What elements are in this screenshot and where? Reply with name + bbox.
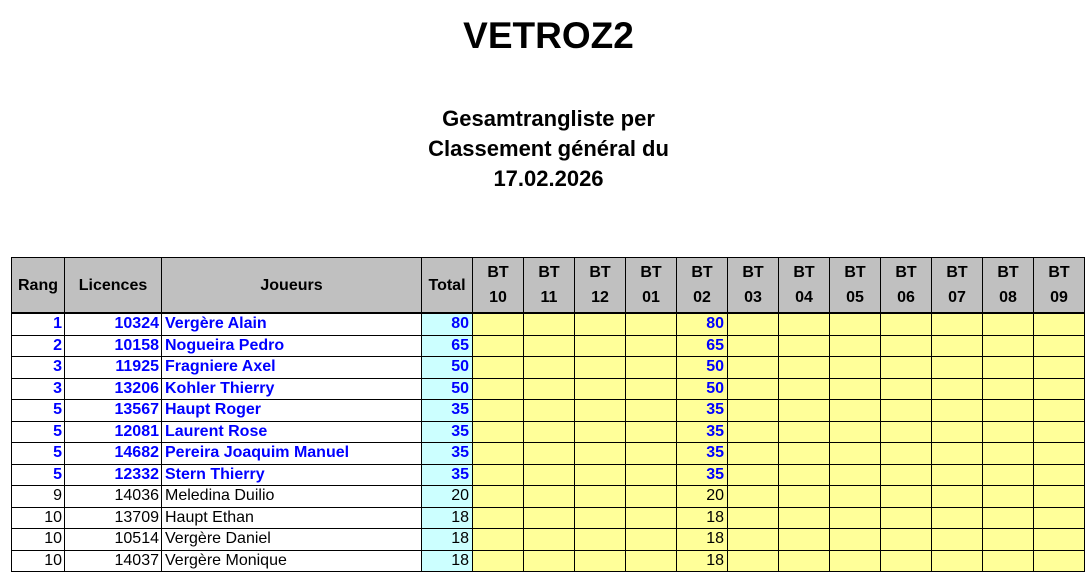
header-bt-number: 04 [795,289,813,306]
bt-score-cell [1034,550,1085,572]
header-bt-prefix: BT [844,264,866,281]
bt-score-cell [728,529,779,551]
total-cell: 18 [422,550,473,572]
table-row [12,464,1085,486]
header-bt-03 [728,258,779,314]
rang-cell: 2 [12,335,65,357]
bt-score-cell [779,550,830,572]
rang-cell: 5 [12,464,65,486]
bt-score-cell [473,529,524,551]
bt-score-cell [575,529,626,551]
bt-score-cell [473,313,524,335]
bt-score-cell: 80 [677,313,728,335]
total-cell: 20 [422,486,473,508]
bt-score-cell [830,357,881,379]
rang-cell: 10 [12,550,65,572]
bt-score-cell [728,313,779,335]
bt-score-cell [524,486,575,508]
total-cell: 35 [422,464,473,486]
bt-score-cell [881,357,932,379]
total-cell: 80 [422,313,473,335]
bt-score-cell [983,335,1034,357]
header-bt-02 [677,258,728,314]
licence-cell: 13709 [65,507,162,529]
bt-score-cell [1034,507,1085,529]
header-bt-prefix: BT [946,264,968,281]
header-bt-05 [830,258,881,314]
bt-score-cell [932,464,983,486]
bt-score-cell [881,335,932,357]
bt-score-cell [881,378,932,400]
player-name-cell: Pereira Joaquim Manuel [162,443,422,465]
licence-cell: 13206 [65,378,162,400]
licence-cell: 10158 [65,335,162,357]
bt-score-cell [626,443,677,465]
table-row [12,357,1085,379]
table-row [12,486,1085,508]
rang-cell: 10 [12,507,65,529]
bt-score-cell [473,421,524,443]
ranking-table [11,257,1085,572]
bt-score-cell [524,464,575,486]
bt-score-cell [524,529,575,551]
bt-score-cell [728,335,779,357]
bt-score-cell [728,486,779,508]
bt-score-cell [473,486,524,508]
bt-score-cell [473,464,524,486]
bt-score-cell [473,357,524,379]
header-bt-08 [983,258,1034,314]
bt-score-cell [575,443,626,465]
licence-cell: 12081 [65,421,162,443]
header-bt-prefix: BT [997,264,1019,281]
rang-cell: 5 [12,400,65,422]
bt-score-cell: 35 [677,443,728,465]
bt-score-cell [830,486,881,508]
rang-cell: 3 [12,378,65,400]
bt-score-cell [575,550,626,572]
bt-score-cell [1034,335,1085,357]
bt-score-cell [575,507,626,529]
bt-score-cell [473,400,524,422]
bt-score-cell [1034,464,1085,486]
bt-score-cell [881,550,932,572]
player-name-cell: Fragniere Axel [162,357,422,379]
bt-score-cell [779,507,830,529]
licence-cell: 12332 [65,464,162,486]
bt-score-cell [728,443,779,465]
bt-score-cell [473,378,524,400]
bt-score-cell [575,464,626,486]
bt-score-cell [881,486,932,508]
bt-score-cell [626,357,677,379]
bt-score-cell: 35 [677,400,728,422]
header-bt-number: 09 [1050,289,1068,306]
bt-score-cell [932,443,983,465]
subtitle-line-1: Gesamtrangliste per [442,106,655,131]
table-header-row [12,258,1085,314]
rang-cell: 5 [12,443,65,465]
bt-score-cell [1034,486,1085,508]
bt-score-cell [728,550,779,572]
header-bt-prefix: BT [640,264,662,281]
player-name-cell: Vergère Alain [162,313,422,335]
header-bt-04 [779,258,830,314]
bt-score-cell [524,443,575,465]
player-name-cell: Kohler Thierry [162,378,422,400]
bt-score-cell [524,421,575,443]
bt-score-cell [626,550,677,572]
bt-score-cell [983,421,1034,443]
header-bt-number: 06 [897,289,915,306]
player-name-cell: Laurent Rose [162,421,422,443]
table-row [12,529,1085,551]
report-subtitle [0,104,1092,194]
bt-score-cell [728,400,779,422]
licence-cell: 14036 [65,486,162,508]
bt-score-cell [524,313,575,335]
bt-score-cell [932,335,983,357]
header-bt-06 [881,258,932,314]
bt-score-cell [779,529,830,551]
player-name-cell: Stern Thierry [162,464,422,486]
header-bt-01 [626,258,677,314]
header-bt-number: 05 [846,289,864,306]
total-cell: 50 [422,357,473,379]
header-bt-number: 08 [999,289,1017,306]
bt-score-cell [983,313,1034,335]
total-cell: 18 [422,507,473,529]
player-name-cell: Haupt Roger [162,400,422,422]
bt-score-cell [626,378,677,400]
bt-score-cell: 50 [677,378,728,400]
total-cell: 35 [422,421,473,443]
bt-score-cell [1034,400,1085,422]
table-row [12,421,1085,443]
bt-score-cell [473,550,524,572]
rang-cell: 9 [12,486,65,508]
header-bt-number: 12 [591,289,609,306]
bt-score-cell [881,400,932,422]
bt-score-cell [728,357,779,379]
player-name-cell: Nogueira Pedro [162,335,422,357]
header-bt-10 [473,258,524,314]
bt-score-cell [779,443,830,465]
bt-score-cell [983,400,1034,422]
header-licences: Licences [65,258,162,314]
bt-score-cell [830,421,881,443]
header-bt-prefix: BT [895,264,917,281]
bt-score-cell [830,335,881,357]
subtitle-date: 17.02.2026 [493,166,604,191]
header-bt-prefix: BT [691,264,713,281]
bt-score-cell [473,507,524,529]
bt-score-cell [524,400,575,422]
bt-score-cell [575,313,626,335]
bt-score-cell [575,378,626,400]
bt-score-cell [881,529,932,551]
bt-score-cell [983,507,1034,529]
bt-score-cell [932,421,983,443]
total-cell: 35 [422,443,473,465]
total-cell: 65 [422,335,473,357]
header-bt-prefix: BT [589,264,611,281]
bt-score-cell [932,550,983,572]
licence-cell: 10514 [65,529,162,551]
total-cell: 18 [422,529,473,551]
header-bt-prefix: BT [742,264,764,281]
bt-score-cell [881,507,932,529]
table-body [12,313,1085,572]
bt-score-cell [626,486,677,508]
bt-score-cell [779,357,830,379]
total-cell: 50 [422,378,473,400]
bt-score-cell [983,529,1034,551]
bt-score-cell [932,313,983,335]
bt-score-cell [830,443,881,465]
licence-cell: 14037 [65,550,162,572]
licence-cell: 11925 [65,357,162,379]
header-bt-number: 03 [744,289,762,306]
bt-score-cell [1034,529,1085,551]
table-row [12,335,1085,357]
bt-score-cell [626,507,677,529]
bt-score-cell: 50 [677,357,728,379]
bt-score-cell [881,464,932,486]
bt-score-cell: 35 [677,464,728,486]
page-title: VETROZ2 [463,15,634,56]
licence-cell: 10324 [65,313,162,335]
bt-score-cell [575,400,626,422]
bt-score-cell [983,357,1034,379]
header-bt-number: 01 [642,289,660,306]
bt-score-cell [1034,378,1085,400]
bt-score-cell [779,335,830,357]
bt-score-cell: 18 [677,529,728,551]
bt-score-cell [983,486,1034,508]
header-bt-11 [524,258,575,314]
bt-score-cell [983,464,1034,486]
bt-score-cell [626,400,677,422]
bt-score-cell [626,529,677,551]
header-bt-prefix: BT [793,264,815,281]
player-name-cell: Haupt Ethan [162,507,422,529]
bt-score-cell [626,313,677,335]
header-rang: Rang [12,258,65,314]
header-bt-number: 10 [489,289,507,306]
player-name-cell: Vergère Daniel [162,529,422,551]
header-bt-prefix: BT [487,264,509,281]
bt-score-cell [932,378,983,400]
table-row [12,313,1085,335]
bt-score-cell [779,378,830,400]
table-row [12,443,1085,465]
bt-score-cell: 18 [677,507,728,529]
header-bt-12 [575,258,626,314]
bt-score-cell: 18 [677,550,728,572]
rang-cell: 10 [12,529,65,551]
bt-score-cell [1034,421,1085,443]
bt-score-cell [524,378,575,400]
header-total: Total [422,258,473,314]
header-joueurs: Joueurs [162,258,422,314]
bt-score-cell [830,464,881,486]
bt-score-cell [932,357,983,379]
bt-score-cell [626,464,677,486]
bt-score-cell [626,421,677,443]
bt-score-cell [983,443,1034,465]
total-cell: 35 [422,400,473,422]
bt-score-cell [779,464,830,486]
header-bt-prefix: BT [1048,264,1070,281]
subtitle-line-2: Classement général du [428,136,669,161]
bt-score-cell [830,529,881,551]
bt-score-cell [830,313,881,335]
player-name-cell: Vergère Monique [162,550,422,572]
player-name-cell: Meledina Duilio [162,486,422,508]
table-row [12,400,1085,422]
bt-score-cell [575,335,626,357]
bt-score-cell [932,507,983,529]
bt-score-cell [1034,443,1085,465]
bt-score-cell [779,421,830,443]
bt-score-cell [524,550,575,572]
bt-score-cell [473,443,524,465]
bt-score-cell [779,313,830,335]
table-row [12,550,1085,572]
bt-score-cell [983,550,1034,572]
bt-score-cell [830,550,881,572]
header-bt-09 [1034,258,1085,314]
bt-score-cell [830,507,881,529]
bt-score-cell [728,507,779,529]
bt-score-cell [728,378,779,400]
licence-cell: 13567 [65,400,162,422]
bt-score-cell [830,378,881,400]
bt-score-cell [575,486,626,508]
header-bt-number: 11 [540,289,558,306]
bt-score-cell [575,357,626,379]
rang-cell: 5 [12,421,65,443]
rang-cell: 3 [12,357,65,379]
bt-score-cell [1034,313,1085,335]
bt-score-cell [983,378,1034,400]
bt-score-cell: 35 [677,421,728,443]
table-row [12,378,1085,400]
bt-score-cell [524,357,575,379]
bt-score-cell [881,421,932,443]
bt-score-cell: 65 [677,335,728,357]
header-bt-number: 02 [693,289,711,306]
bt-score-cell [728,421,779,443]
bt-score-cell [728,464,779,486]
header-bt-07 [932,258,983,314]
bt-score-cell [932,400,983,422]
bt-score-cell [779,400,830,422]
bt-score-cell [1034,357,1085,379]
licence-cell: 14682 [65,443,162,465]
rang-cell: 1 [12,313,65,335]
bt-score-cell [473,335,524,357]
bt-score-cell [932,529,983,551]
bt-score-cell [881,443,932,465]
bt-score-cell [524,507,575,529]
bt-score-cell [932,486,983,508]
bt-score-cell [575,421,626,443]
table-row [12,507,1085,529]
bt-score-cell: 20 [677,486,728,508]
header-bt-prefix: BT [538,264,560,281]
bt-score-cell [524,335,575,357]
bt-score-cell [830,400,881,422]
bt-score-cell [881,313,932,335]
bt-score-cell [779,486,830,508]
bt-score-cell [626,335,677,357]
header-bt-number: 07 [948,289,966,306]
